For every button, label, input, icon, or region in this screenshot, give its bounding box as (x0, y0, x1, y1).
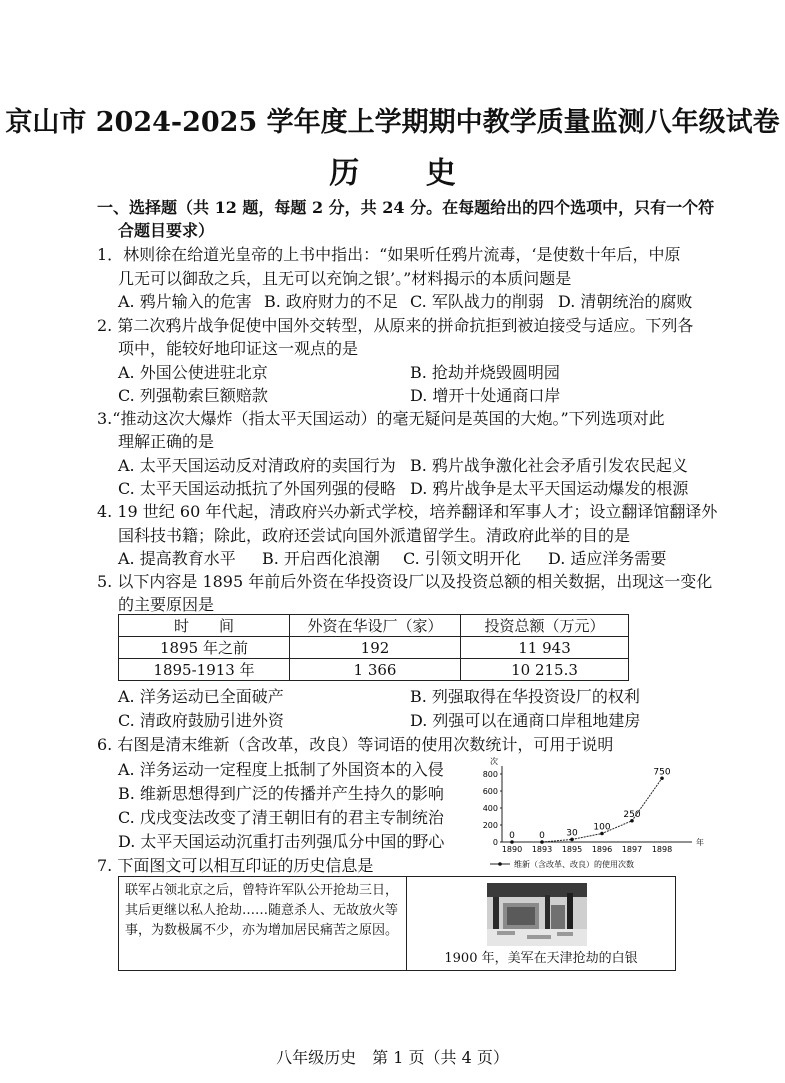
q4-option-b: B. 开启西化浪潮 (262, 549, 380, 568)
photo-caption: 1900 年，美军在天津抢劫的白银 (444, 951, 638, 966)
q3-option-d: D. 鸦片战争是太平天国运动爆发的根源 (410, 479, 689, 498)
q4-option-c: C. 引领文明开化 (403, 549, 521, 568)
section-heading-line2: 合题目要求） (118, 221, 215, 240)
legend-text: 维新（含改革、改良）的使用次数 (514, 860, 634, 869)
q2-option-a: A. 外国公使进驻北京 (118, 363, 268, 382)
q2-option-c: C. 列强勒索巨额赔款 (118, 386, 268, 405)
y-axis-label: 次 (490, 757, 498, 766)
x-tick-label: 1897 (621, 845, 643, 854)
legend-marker (498, 862, 502, 866)
table-header-cell: 外资在华设厂（家） (290, 615, 461, 637)
table-cell: 11 943 (461, 637, 629, 659)
investment-table (118, 614, 629, 681)
q7-material-box (118, 876, 676, 971)
q5-option-d: D. 列强可以在通商口岸租地建房 (410, 711, 641, 730)
q4-stem-line1: 4. 19 世纪 60 年代起，清政府兴办新式学校，培养翻译和军事人才；设立翻译馆翻译外 (97, 502, 718, 521)
table-cell: 1895-1913 年 (119, 659, 290, 681)
q2-option-d: D. 增开十处通商口岸 (410, 386, 561, 405)
exam-title: 京山市 2024-2025 学年度上学期期中教学质量监测八年级试卷 (5, 107, 780, 138)
q3-option-c: C. 太平天国运动抵抗了外国列强的侵略 (118, 479, 396, 498)
q6-option-c: C. 戊戌变法改变了清王朝旧有的君主专制统治 (118, 808, 444, 827)
q1-option-c: C. 军队战力的削弱 (410, 292, 544, 311)
x-axis-label: 年 (696, 838, 704, 847)
q7-excerpt: 联军占领北京之后，曾特许军队公开抢劫三日，其后更继以私人抢劫……随意杀人、无故放火等事，为数极属不少，亦为增加居民痛苦之原因。 (119, 877, 407, 970)
q5-stem-line1: 5. 以下内容是 1895 年前后外资在华投资设厂以及投资总额的相关数据，出现这一变化 (97, 572, 713, 591)
q4-option-d: D. 适应洋务需要 (548, 549, 667, 568)
section-heading-line1: 一、选择题（共 12 题，每题 2 分，共 24 分。在每题给出的四个选项中，只有一个符 (97, 198, 715, 217)
data-label: 250 (623, 809, 641, 820)
q1-option-d: D. 清朝统治的腐败 (558, 292, 693, 311)
q4-stem-line2: 国科技书籍；除此，政府还尝试向国外派遣留学生。清政府此举的目的是 (118, 526, 631, 545)
q7-photo-panel (407, 877, 675, 970)
q3-stem-line1: 3.“推动这次大爆炸（指太平天国运动）的毫无疑问是英国的大炮。”下列选项对此 (97, 409, 665, 428)
q2-stem-line1: 2. 第二次鸦片战争促使中国外交转型，从原来的拼命抗拒到被迫接受与适应。下列各 (97, 316, 694, 335)
q3-stem-line2: 理解正确的是 (118, 432, 215, 451)
q1-option-a: A. 鸦片输入的危害 (118, 292, 252, 311)
q7-stem: 7. 下面图文可以相互印证的历史信息是 (97, 856, 374, 875)
q5-option-c: C. 清政府鼓励引进外资 (118, 711, 284, 730)
table-cell: 192 (290, 637, 461, 659)
table-header-row (119, 615, 629, 637)
data-label: 30 (566, 828, 578, 839)
x-tick-label: 1895 (561, 845, 583, 854)
q1-option-b: B. 政府财力的不足 (264, 292, 398, 311)
historical-photo (487, 883, 587, 946)
data-label: 100 (593, 822, 611, 833)
q1-stem-line2: 几无可以御敌之兵，且无可以充饷之银’。”材料揭示的本质问题是 (118, 269, 572, 288)
table-row (119, 637, 629, 659)
q6-option-b: B. 维新思想得到广泛的传播并产生持久的影响 (118, 784, 444, 803)
q1-stem-line1: 1．林则徐在给道光皇帝的上书中指出：“如果听任鸦片流毒，‘是使数十年后，中原 (97, 245, 681, 264)
y-tick-label: 0 (492, 838, 498, 847)
x-tick-label: 1890 (501, 845, 523, 854)
data-label: 0 (509, 831, 515, 841)
q6-option-a: A. 洋务运动一定程度上抵制了外国资本的入侵 (118, 760, 444, 779)
q5-option-a: A. 洋务运动已全面破产 (118, 687, 284, 706)
table-cell: 10 215.3 (461, 659, 629, 681)
q6-option-d: D. 太平天国运动沉重打击列强瓜分中国的野心 (118, 832, 445, 851)
y-tick-label: 600 (482, 787, 498, 796)
reform-usage-chart (470, 757, 704, 872)
table-header-cell: 时 间 (119, 615, 290, 637)
x-tick-label: 1896 (591, 845, 613, 854)
table-cell: 1895 年之前 (119, 637, 290, 659)
data-label: 0 (539, 831, 545, 841)
x-tick-label: 1893 (531, 845, 553, 854)
y-tick-label: 800 (482, 770, 498, 779)
table-header-cell: 投资总额（万元） (461, 615, 629, 637)
table-row (119, 659, 629, 681)
q3-option-a: A. 太平天国运动反对清政府的卖国行为 (118, 456, 396, 475)
x-tick-label: 1898 (651, 845, 673, 854)
page-footer: 八年级历史 第 1 页（共 4 页） (276, 1048, 509, 1067)
q4-option-a: A. 提高教育水平 (118, 549, 236, 568)
q2-option-b: B. 抢劫并烧毁圆明园 (410, 363, 560, 382)
y-tick-label: 400 (482, 804, 498, 813)
q3-option-b: B. 鸦片战争激化社会矛盾引发农民起义 (410, 456, 688, 475)
q6-stem: 6. 右图是清末维新（含改革，改良）等词语的使用次数统计，可用于说明 (97, 735, 614, 754)
y-tick-label: 200 (482, 821, 498, 830)
q2-stem-line2: 项中，能较好地印证这一观点的是 (118, 339, 359, 358)
subject-title: 历 史 (329, 156, 484, 191)
data-label: 750 (653, 767, 671, 778)
q5-stem-line2: 的主要原因是 (118, 595, 215, 614)
table-cell: 1 366 (290, 659, 461, 681)
q5-option-b: B. 列强取得在华投资设厂的权利 (410, 687, 640, 706)
